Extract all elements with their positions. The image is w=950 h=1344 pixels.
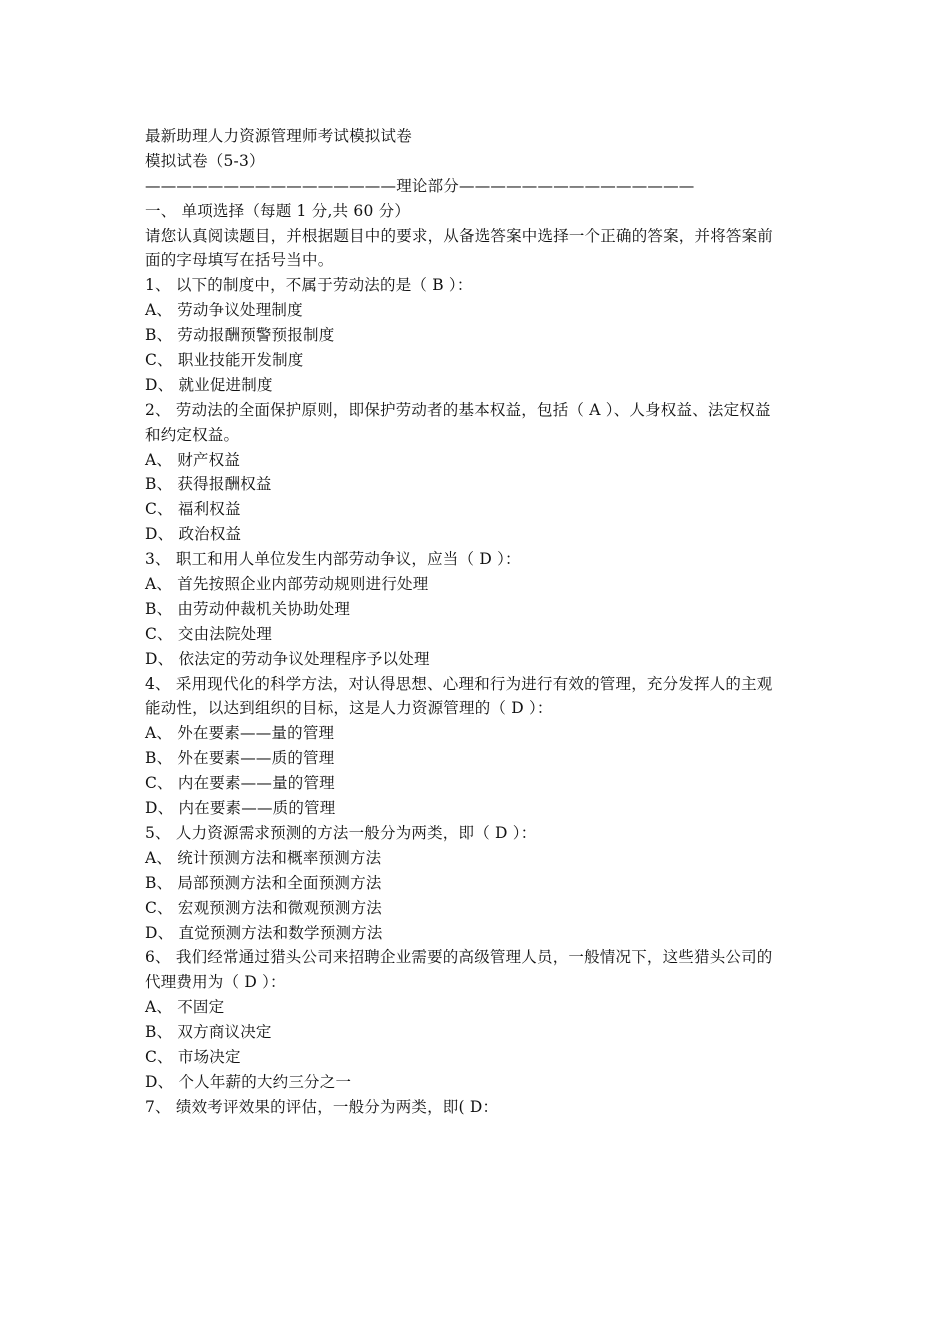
question-stem: 4、 采用现代化的科学方法，对认得思想、心理和行为进行有效的管理，充分发挥人的主观: [145, 674, 773, 693]
question-stem: 1、 以下的制度中，不属于劳动法的是（ B ）：: [145, 276, 473, 295]
answer-option: D、 直觉预测方法和数学预测方法: [145, 923, 383, 942]
answer-option: B、 局部预测方法和全面预测方法: [145, 873, 382, 892]
answer-option: D、 内在要素——质的管理: [145, 799, 336, 818]
answer-option: B、 外在要素——质的管理: [145, 749, 335, 768]
answer-option: D、 依法定的劳动争议处理程序予以处理: [145, 649, 430, 668]
document-subtitle: 模拟试卷（5-3）: [145, 151, 265, 170]
answer-option: A、 统计预测方法和概率预测方法: [145, 848, 382, 867]
answer-option: D、 个人年薪的大约三分之一: [145, 1072, 352, 1091]
answer-option: B、 劳动报酬预警预报制度: [145, 326, 335, 345]
answer-option: C、 职业技能开发制度: [145, 351, 304, 370]
question: [145, 672, 810, 821]
answer-option: C、 市场决定: [145, 1047, 241, 1066]
question-stem: 6、 我们经常通过猎头公司来招聘企业需要的高级管理人员，一般情况下，这些猎头公司的: [145, 948, 773, 967]
answer-option: C、 宏观预测方法和微观预测方法: [145, 898, 382, 917]
answer-option: A、 首先按照企业内部劳动规则进行处理: [145, 575, 429, 594]
section-heading: 一、 单项选择（每题 1 分,共 60 分）: [145, 201, 411, 220]
instructions-line: 请您认真阅读题目，并根据题目中的要求，从备选答案中选择一个正确的答案，并将答案前: [145, 226, 774, 245]
answer-option: C、 内在要素——量的管理: [145, 774, 335, 793]
question-stem: 5、 人力资源需求预测的方法一般分为两类，即（ D ）：: [145, 823, 537, 842]
answer-option: C、 交由法院处理: [145, 624, 273, 643]
answer-option: A、 财产权益: [145, 450, 241, 469]
document-title: 最新助理人力资源管理师考试模拟试卷: [145, 127, 412, 145]
question: [145, 945, 810, 1094]
document-body: [145, 124, 810, 1120]
question-stem: 3、 职工和用人单位发生内部劳动争议，应当（ D ）：: [145, 550, 521, 569]
question: [145, 398, 810, 547]
question-stem: 和约定权益。: [145, 425, 240, 444]
answer-option: A、 外在要素——量的管理: [145, 724, 335, 743]
question: [145, 547, 810, 671]
question: [145, 1095, 810, 1120]
question-stem: 2、 劳动法的全面保护原则，即保护劳动者的基本权益，包括（ A ）、人身权益、法定权益: [145, 400, 771, 419]
instructions-line: 面的字母填写在括号当中。: [145, 251, 334, 270]
answer-option: D、 政治权益: [145, 525, 242, 544]
answer-option: C、 福利权益: [145, 500, 241, 519]
answer-option: B、 双方商议决定: [145, 1023, 272, 1042]
question-stem: 7、 绩效考评效果的评估，一般分为两类，即( D：: [145, 1097, 499, 1116]
answer-option: B、 由劳动仲裁机关协助处理: [145, 599, 351, 618]
question-stem: 代理费用为（ D ）：: [145, 973, 286, 992]
question-stem: 能动性，以达到组织的目标，这是人力资源管理的（ D ）：: [145, 699, 553, 718]
answer-option: B、 获得报酬权益: [145, 475, 272, 494]
question: [145, 273, 810, 397]
question: [145, 821, 810, 945]
answer-option: A、 不固定: [145, 998, 225, 1017]
answer-option: D、 就业促进制度: [145, 375, 273, 394]
section-divider: ————————————————理论部分———————————————: [145, 176, 695, 195]
answer-option: A、 劳动争议处理制度: [145, 301, 303, 320]
